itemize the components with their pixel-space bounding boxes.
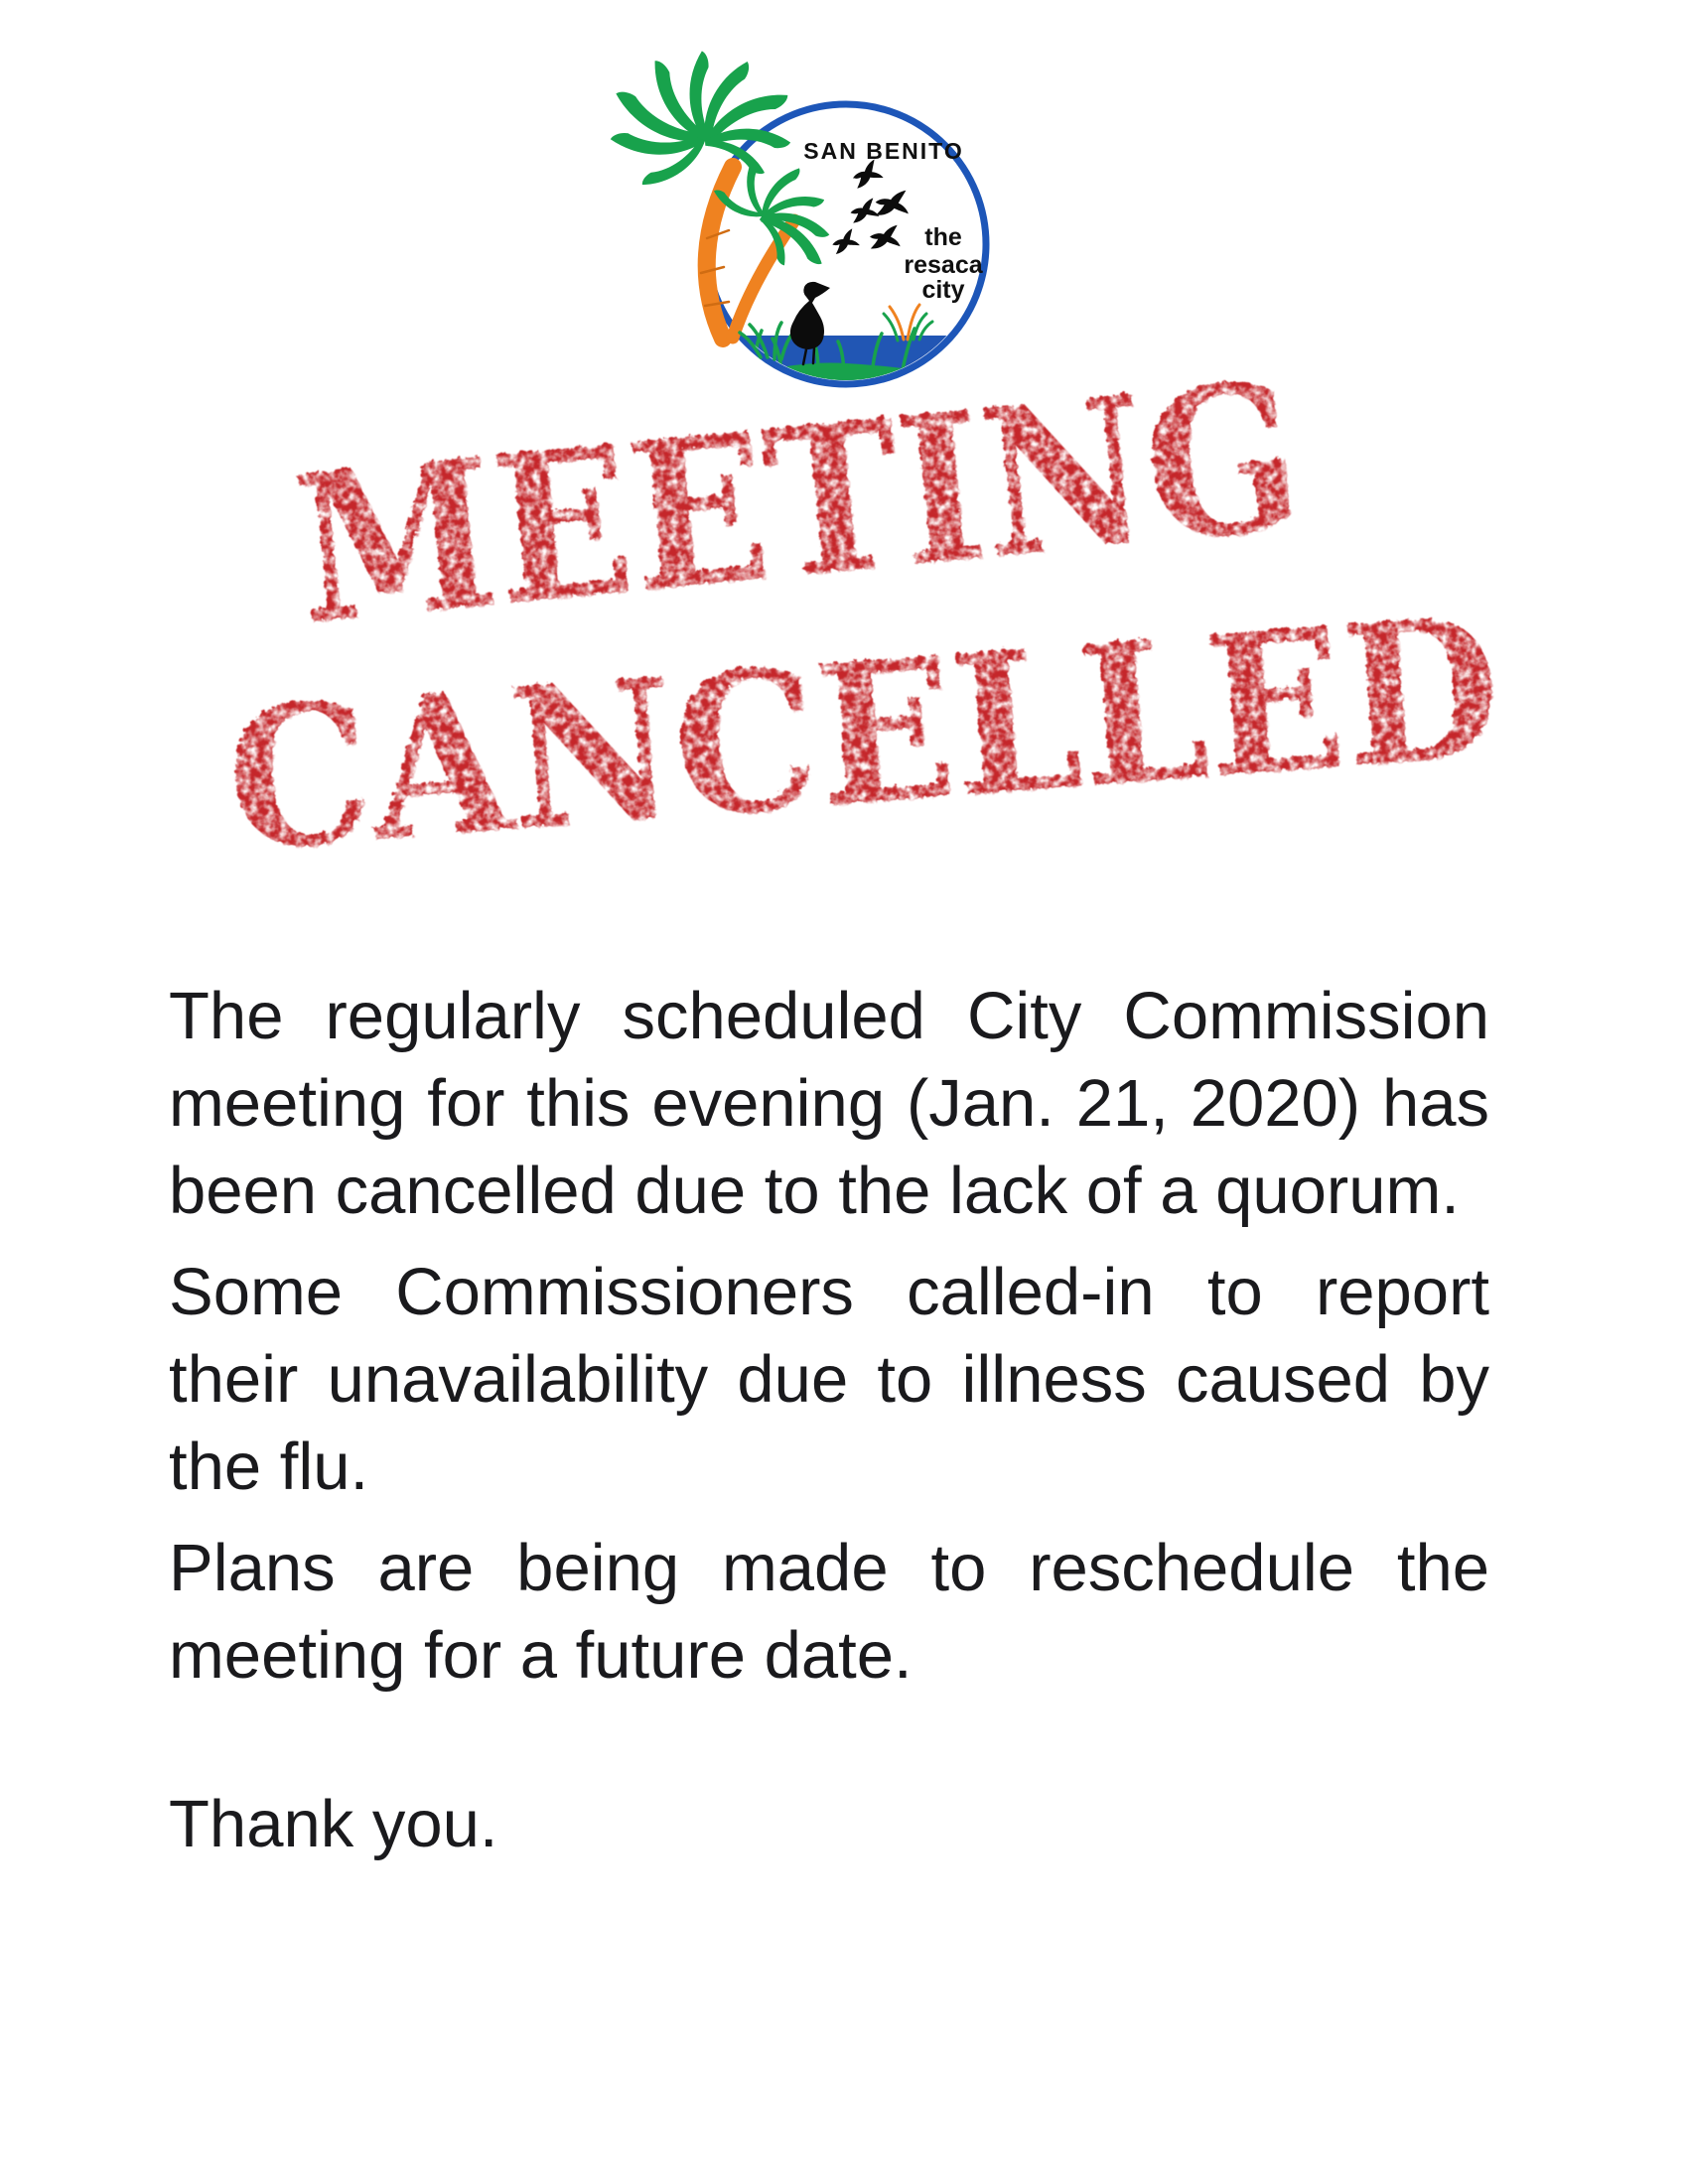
notice-text [169, 973, 1489, 1882]
meeting-cancelled-stamp [60, 328, 1549, 903]
tagline-line-1: the [924, 223, 962, 251]
stamp-line2: CANCELLED [219, 573, 1508, 896]
tagline-line-3: city [921, 276, 965, 304]
tagline-line-2: resaca [904, 251, 983, 279]
paragraph-reschedule: Plans are being made to reschedule the meeting for a future date. [169, 1531, 1489, 1693]
closing-text: Thank you. [169, 1787, 498, 1861]
paragraph-cancellation: The regularly scheduled City Commission meeting for this evening (Jan. 21, 2020) has been cancelled due to the lack of a quorum. [169, 979, 1489, 1228]
stamp-line1: MEETING [286, 336, 1311, 671]
city-name-text: SAN BENITO [803, 138, 964, 164]
paragraph-reason: Some Commissioners called-in to report their unavailability due to illness caused by the flu. [169, 1255, 1489, 1504]
